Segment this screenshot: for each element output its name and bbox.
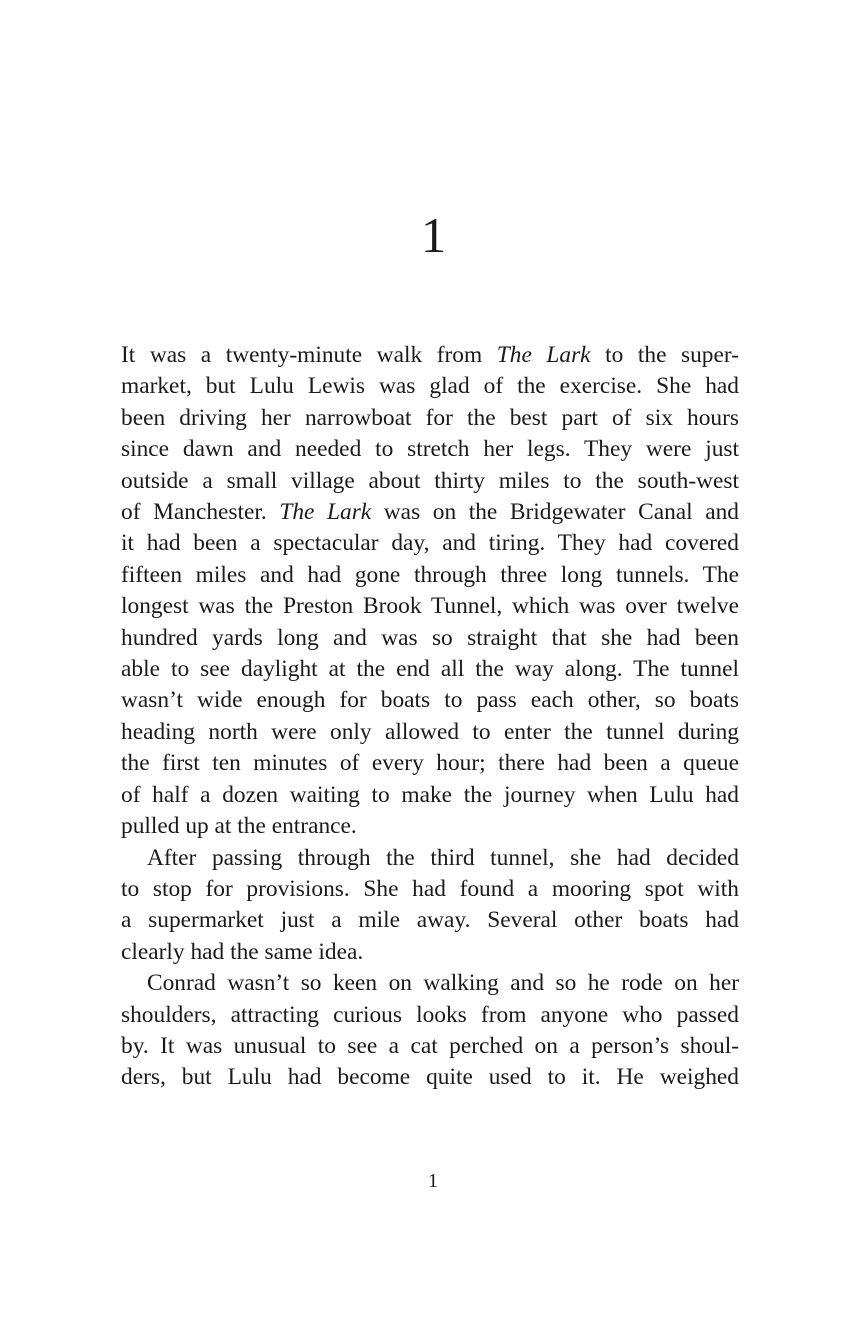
text-line: wasn’t wide enough for boats to pass each other, so boats bbox=[121, 687, 739, 714]
text-line: of Manchester. The Lark was on the Bridgewater Canal and bbox=[121, 499, 740, 526]
text-line: shoulders, attracting curious looks from anyone who passed bbox=[121, 1001, 739, 1028]
text-line: it had been a spectacular day, and tiring. They had covered bbox=[121, 530, 739, 557]
text-line: the first ten minutes of every hour; there had been a queue bbox=[121, 750, 739, 777]
text-line: able to see daylight at the end all the way along. The tunnel bbox=[121, 656, 739, 683]
paragraph bbox=[121, 340, 739, 843]
text-line: ders, but Lulu had become quite used to it. He weighed bbox=[121, 1064, 739, 1091]
text-line: It was a twenty-minute walk from The Lark to the super- bbox=[121, 342, 739, 368]
text-line: clearly had the same idea. bbox=[121, 938, 364, 965]
body-text bbox=[121, 340, 739, 1094]
text-line: pulled up at the entrance. bbox=[121, 813, 357, 840]
page-number: 1 bbox=[428, 1170, 439, 1192]
text-line: heading north were only allowed to enter the tunnel during bbox=[121, 718, 739, 745]
text-line: since dawn and needed to stretch her legs. They were just bbox=[121, 436, 739, 463]
paragraph bbox=[121, 843, 739, 969]
text-line: Conrad wasn’t so keen on walking and so he rode on her bbox=[147, 970, 739, 997]
text-line: market, but Lulu Lewis was glad of the exercise. She had bbox=[121, 373, 739, 400]
boat-name: The Lark bbox=[496, 342, 591, 368]
text-line: fifteen miles and had gone through three long tunnels. The bbox=[121, 561, 739, 588]
text-line: hundred yards long and was so straight that she had been bbox=[121, 624, 739, 651]
boat-name: The Lark bbox=[279, 499, 372, 526]
text-line: a supermarket just a mile away. Several other boats had bbox=[121, 907, 739, 934]
text-line: of half a dozen waiting to make the journey when Lulu had bbox=[121, 781, 739, 808]
text-line: been driving her narrowboat for the best part of six hours bbox=[121, 404, 739, 431]
paragraph bbox=[121, 968, 739, 1094]
text-line: longest was the Preston Brook Tunnel, which was over twelve bbox=[121, 593, 739, 620]
text-line: outside a small village about thirty miles to the south-west bbox=[121, 467, 739, 494]
text-line: After passing through the third tunnel, she had decided bbox=[147, 844, 739, 871]
chapter-number: 1 bbox=[421, 207, 446, 263]
text-line: by. It was unusual to see a cat perched on a person’s shoul- bbox=[121, 1032, 739, 1059]
text-line: to stop for provisions. She had found a mooring spot with bbox=[121, 875, 739, 902]
